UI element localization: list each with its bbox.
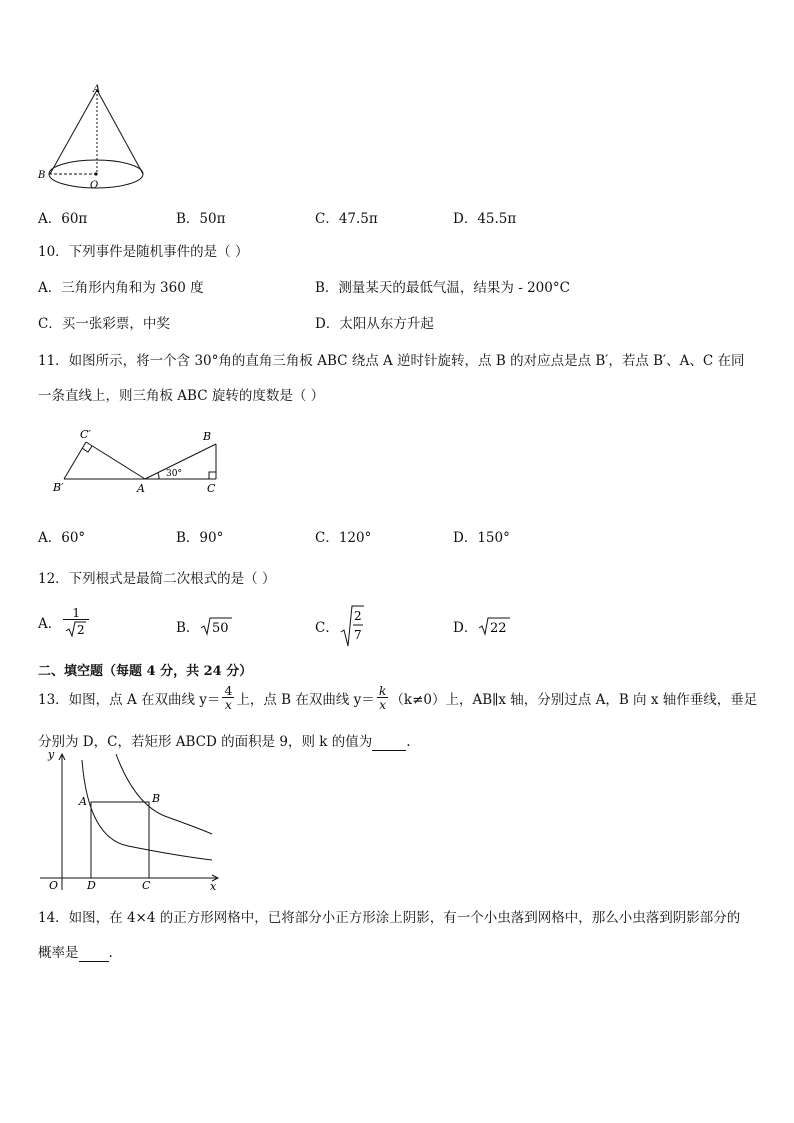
q9-option-d[interactable]: D．45.5π (453, 211, 517, 227)
tri-label-a: A (137, 482, 145, 495)
point-label-d: D (87, 879, 96, 892)
q10-option-d[interactable]: D．太阳从东方升起 (315, 316, 434, 332)
answer-blank[interactable] (372, 734, 406, 751)
q12-option-a-label: A． (38, 616, 62, 633)
cone-label-o: O (90, 180, 99, 191)
q13-fraction-1 (222, 684, 234, 711)
q11-option-c[interactable]: C．120° (315, 530, 372, 546)
tri-angle-label: 30° (166, 469, 182, 479)
point-label-a: A (79, 795, 87, 808)
q12-stem: 12．下列根式是最简二次根式的是（ ） (38, 571, 276, 587)
q13-fraction-1-num: 4 (224, 683, 233, 698)
q11-stem-line2: 一条直线上，则三角板 ABC 旋转的度数是（ ） (38, 388, 325, 404)
tri-label-b-prime: B′ (53, 481, 64, 494)
q9-option-a[interactable]: A．60π (38, 211, 88, 227)
hyperbola-figure (38, 748, 224, 894)
q14-stem-line1: 14．如图，在 4×4 的正方形网格中，已将部分小正方形涂上阴影，有一个小虫落到网格中，那么小虫落到阴影部分的 (38, 910, 741, 926)
q12-option-b-label: B． (176, 620, 200, 636)
tri-label-c: C (207, 482, 216, 495)
q10-option-b[interactable]: B．测量某天的最低气温，结果为 - 200°C (315, 280, 570, 296)
q10-option-a[interactable]: A．三角形内角和为 360 度 (38, 280, 204, 296)
cone-figure (34, 80, 154, 192)
q12-option-c[interactable] (315, 604, 365, 648)
q13-line2-text: 分别为 D，C，若矩形 ABCD 的面积是 9，则 k 的值为 (38, 734, 373, 750)
q13-fraction-2-num: k (378, 683, 387, 698)
q13-fraction-1-den: x (224, 697, 232, 713)
q12-option-a-denominator (63, 620, 89, 638)
axis-label-x: x (210, 880, 217, 893)
q14-line2-end: . (108, 945, 113, 961)
section-title: 二、填空题（每题 4 分，共 24 分） (38, 664, 253, 679)
q12-option-d-label: D． (453, 620, 478, 636)
q12-option-d-radicand: 22 (490, 621, 507, 636)
q12-option-a-radicand: 2 (77, 623, 85, 638)
q13-fraction-2-den: x (379, 697, 387, 713)
q12-option-b-radicand: 50 (212, 621, 229, 636)
q12-option-b[interactable] (176, 616, 233, 636)
sqrt-symbol-icon (65, 620, 87, 638)
q12-option-a[interactable] (38, 606, 91, 638)
triangle-rotation-figure (50, 425, 230, 497)
sqrt-symbol-icon (339, 604, 365, 648)
q13-stem-line1 (38, 684, 757, 711)
cone-label-b: B (38, 170, 46, 181)
q13-text-part1: 13．如图，点 A 在双曲线 y＝ (38, 691, 221, 708)
q13-text-part3: （k≠0）上，AB∥x 轴，分别过点 A，B 向 x 轴作垂线，垂足 (390, 691, 758, 708)
tri-label-c-prime: C′ (80, 428, 91, 441)
tri-label-b: B (203, 430, 212, 443)
point-label-c: C (142, 879, 151, 892)
q14-line2-text: 概率是 (38, 945, 79, 961)
q11-stem-line1: 11．如图所示，将一个含 30°角的直角三角板 ABC 绕点 A 逆时针旋转，点 B 的对应点是点 B′，若点 B′、A、C 在同 (38, 353, 745, 369)
q12-option-a-numerator: 1 (63, 606, 89, 620)
answer-blank[interactable] (79, 945, 109, 962)
q11-option-b[interactable]: B．90° (176, 530, 224, 546)
q10-option-c[interactable]: C．买一张彩票，中奖 (38, 316, 170, 332)
sqrt-symbol-icon (477, 616, 511, 636)
q13-text-part2: 上，点 B 在双曲线 y＝ (236, 691, 375, 708)
q12-option-d[interactable] (453, 616, 511, 636)
q12-option-a-fraction (63, 606, 89, 638)
q14-stem-line2 (38, 941, 113, 962)
q9-option-b[interactable]: B．50π (176, 211, 226, 227)
q11-option-d[interactable]: D．150° (453, 530, 510, 546)
q13-line2-end: . (406, 734, 411, 750)
axis-label-y: y (48, 748, 55, 761)
q12-option-c-label: C． (315, 620, 339, 636)
q11-option-a[interactable]: A．60° (38, 530, 86, 546)
sqrt-symbol-icon (199, 616, 233, 636)
origin-label: O (49, 879, 59, 892)
q13-fraction-2 (377, 684, 389, 711)
q12-option-c-denominator: 7 (353, 628, 362, 642)
cone-label-a: A (93, 84, 101, 95)
q9-option-c[interactable]: C．47.5π (315, 211, 378, 227)
q10-stem: 10．下列事件是随机事件的是（ ） (38, 244, 249, 260)
q12-option-c-numerator: 2 (353, 609, 362, 623)
point-label-b: B (152, 792, 161, 805)
